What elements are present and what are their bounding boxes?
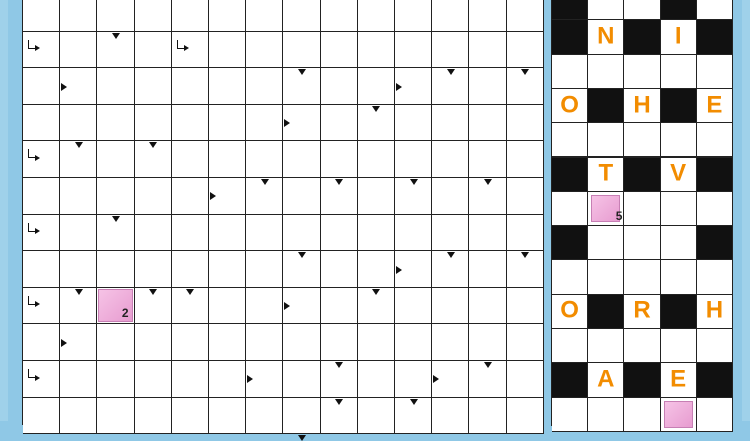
solution-cell[interactable]: [624, 398, 660, 432]
answer-cell[interactable]: [60, 398, 97, 435]
solution-cell[interactable]: [552, 55, 588, 89]
clue-cell: [23, 398, 60, 435]
clue-cell: [209, 32, 246, 69]
answer-cell[interactable]: [135, 361, 172, 398]
solution-cell[interactable]: [697, 123, 733, 157]
answer-cell[interactable]: [283, 141, 320, 178]
answer-cell[interactable]: [507, 141, 544, 178]
solution-cell[interactable]: [624, 226, 660, 260]
answer-cell[interactable]: [432, 178, 469, 215]
answer-cell[interactable]: [97, 398, 134, 435]
arrow-right-icon: [396, 266, 402, 274]
answer-cell[interactable]: [23, 32, 60, 69]
answer-cell[interactable]: [246, 251, 283, 288]
answer-cell[interactable]: [172, 361, 209, 398]
answer-cell[interactable]: [209, 215, 246, 252]
answer-cell[interactable]: [321, 251, 358, 288]
solution-cell[interactable]: [552, 398, 588, 432]
solution-cell[interactable]: [661, 192, 697, 226]
answer-cell[interactable]: [469, 398, 506, 435]
answer-cell[interactable]: [358, 324, 395, 361]
black-square: [552, 226, 588, 260]
bent-arrow-icon: [28, 296, 35, 305]
clue-cell: [395, 324, 432, 361]
answer-cell[interactable]: [60, 178, 97, 215]
solution-cell[interactable]: [661, 226, 697, 260]
black-square: [588, 295, 624, 329]
solution-cell[interactable]: [697, 329, 733, 363]
clue-cell: [23, 68, 60, 105]
solution-letter: N: [597, 22, 615, 50]
answer-cell[interactable]: [246, 398, 283, 435]
clue-cell: [172, 251, 209, 288]
solution-grid: [551, 0, 733, 426]
answer-cell[interactable]: [321, 68, 358, 105]
solution-cell[interactable]: [697, 260, 733, 294]
answer-cell[interactable]: [60, 0, 97, 32]
answer-cell[interactable]: [469, 68, 506, 105]
arrow-down-icon: [75, 289, 83, 295]
arrow-down-icon: [335, 179, 343, 185]
solution-letter: R: [633, 296, 651, 324]
clue-cell: [283, 398, 320, 435]
black-square: [588, 89, 624, 123]
bent-arrow-icon: [28, 149, 35, 158]
bent-arrow-icon: [28, 223, 35, 232]
black-square: [697, 158, 733, 192]
clue-cell: [23, 178, 60, 215]
answer-cell[interactable]: [507, 0, 544, 32]
answer-cell[interactable]: [321, 0, 358, 32]
clue-cell: [172, 0, 209, 32]
arrow-right-icon: [284, 302, 290, 310]
solution-key-number: 2: [121, 306, 129, 321]
answer-cell[interactable]: [135, 324, 172, 361]
solution-cell[interactable]: [697, 89, 733, 123]
answer-cell[interactable]: [321, 288, 358, 325]
bent-arrow-icon: [28, 369, 35, 378]
answer-cell[interactable]: [395, 0, 432, 32]
solution-cell[interactable]: [697, 192, 733, 226]
bent-arrow-icon: [177, 40, 184, 49]
arrow-down-icon: [521, 252, 529, 258]
clue-cell: [358, 32, 395, 69]
bent-arrow-head-icon: [184, 45, 189, 51]
arrow-down-icon: [410, 179, 418, 185]
black-square: [624, 20, 660, 54]
answer-cell[interactable]: [97, 141, 134, 178]
answer-cell[interactable]: [60, 215, 97, 252]
answer-cell[interactable]: [135, 0, 172, 32]
clue-cell: [60, 105, 97, 142]
answer-cell[interactable]: [135, 215, 172, 252]
answer-cell[interactable]: [135, 178, 172, 215]
clue-cell: [246, 324, 283, 361]
bent-arrow-head-icon: [35, 228, 40, 234]
answer-cell[interactable]: [358, 178, 395, 215]
clue-cell: [23, 105, 60, 142]
arrow-down-icon: [298, 252, 306, 258]
clue-cell: [246, 288, 283, 325]
black-square: [697, 363, 733, 397]
answer-cell[interactable]: [172, 141, 209, 178]
clue-cell: [135, 251, 172, 288]
arrow-down-icon: [112, 33, 120, 39]
answer-cell[interactable]: [135, 398, 172, 435]
solution-cell[interactable]: [697, 295, 733, 329]
solution-cell[interactable]: [588, 226, 624, 260]
solution-cell[interactable]: [588, 20, 624, 54]
arrow-right-icon: [210, 192, 216, 200]
solution-cell[interactable]: [624, 0, 660, 20]
clue-cell: [283, 32, 320, 69]
black-square: [624, 158, 660, 192]
answer-cell[interactable]: [321, 215, 358, 252]
clue-cell: [23, 251, 60, 288]
answer-cell[interactable]: [469, 105, 506, 142]
answer-cell[interactable]: [507, 324, 544, 361]
answer-cell[interactable]: [135, 68, 172, 105]
solution-cell[interactable]: [552, 192, 588, 226]
arrow-right-icon: [433, 375, 439, 383]
clue-cell: [432, 215, 469, 252]
solution-letter: E: [670, 365, 687, 393]
solution-cell[interactable]: [552, 260, 588, 294]
answer-cell[interactable]: [97, 324, 134, 361]
clue-cell: [358, 68, 395, 105]
solution-cell[interactable]: [624, 123, 660, 157]
solution-cell[interactable]: [661, 329, 697, 363]
arrow-down-icon: [447, 252, 455, 258]
answer-cell[interactable]: [172, 398, 209, 435]
bent-arrow-icon: [28, 40, 35, 49]
arrow-down-icon: [521, 69, 529, 75]
solution-cell[interactable]: [552, 329, 588, 363]
arrow-down-icon: [410, 399, 418, 405]
solution-cell[interactable]: [624, 192, 660, 226]
arrow-down-icon: [298, 435, 306, 441]
answer-cell[interactable]: [507, 361, 544, 398]
answer-cell[interactable]: [97, 68, 134, 105]
solution-cell[interactable]: [588, 158, 624, 192]
arrow-right-icon: [61, 83, 67, 91]
answer-cell[interactable]: [23, 288, 60, 325]
answer-cell[interactable]: [246, 215, 283, 252]
arrow-right-icon: [284, 119, 290, 127]
answer-cell[interactable]: [209, 324, 246, 361]
bent-arrow-head-icon: [35, 375, 40, 381]
solution-cell[interactable]: [588, 55, 624, 89]
solution-letter: V: [670, 159, 687, 187]
black-square: [661, 295, 697, 329]
solution-cell[interactable]: [624, 89, 660, 123]
solution-letter: E: [706, 90, 723, 118]
answer-cell[interactable]: [172, 215, 209, 252]
arrow-down-icon: [484, 179, 492, 185]
answer-cell[interactable]: [395, 32, 432, 69]
right-margin-pattern: [742, 0, 750, 421]
answer-cell[interactable]: [507, 178, 544, 215]
answer-cell[interactable]: [209, 251, 246, 288]
answer-cell[interactable]: [172, 32, 209, 69]
answer-cell[interactable]: [283, 178, 320, 215]
answer-cell[interactable]: [358, 0, 395, 32]
black-square: [697, 226, 733, 260]
solution-key-cell[interactable]: [591, 195, 623, 224]
answer-cell[interactable]: [507, 398, 544, 435]
arrow-right-icon: [61, 339, 67, 347]
clue-cell: [283, 215, 320, 252]
solution-letter: I: [674, 22, 682, 50]
answer-cell[interactable]: [432, 0, 469, 32]
solution-cell[interactable]: [697, 398, 733, 432]
answer-cell[interactable]: [172, 68, 209, 105]
answer-cell[interactable]: [321, 32, 358, 69]
bent-arrow-head-icon: [35, 301, 40, 307]
black-square: [661, 89, 697, 123]
black-square: [624, 363, 660, 397]
arrow-down-icon: [112, 216, 120, 222]
clue-cell: [23, 0, 60, 32]
solution-cell[interactable]: [588, 329, 624, 363]
answer-cell[interactable]: [246, 32, 283, 69]
clue-cell: [209, 361, 246, 398]
answer-cell[interactable]: [23, 141, 60, 178]
black-square: [661, 0, 697, 20]
clue-cell: [23, 324, 60, 361]
solution-key-cell[interactable]: [98, 289, 132, 323]
solution-cell[interactable]: [697, 0, 733, 20]
arrow-down-icon: [75, 142, 83, 148]
solution-cell[interactable]: [624, 329, 660, 363]
answer-cell[interactable]: [469, 251, 506, 288]
clue-cell: [507, 32, 544, 69]
bent-arrow-head-icon: [35, 45, 40, 51]
answer-cell[interactable]: [97, 251, 134, 288]
clue-cell: [395, 141, 432, 178]
black-square: [552, 20, 588, 54]
arrow-down-icon: [335, 362, 343, 368]
solution-letter: T: [598, 159, 614, 187]
solution-letter: H: [705, 296, 724, 324]
solution-cell[interactable]: [661, 20, 697, 54]
bent-arrow-head-icon: [35, 155, 40, 161]
solution-cell[interactable]: [661, 123, 697, 157]
solution-letter: O: [560, 90, 579, 118]
answer-cell[interactable]: [395, 105, 432, 142]
answer-cell[interactable]: [209, 68, 246, 105]
answer-cell[interactable]: [209, 398, 246, 435]
answer-cell[interactable]: [432, 141, 469, 178]
clue-cell: [469, 141, 506, 178]
answer-cell[interactable]: [97, 361, 134, 398]
answer-cell[interactable]: [507, 105, 544, 142]
answer-cell[interactable]: [60, 32, 97, 69]
answer-cell[interactable]: [358, 398, 395, 435]
clue-cell: [321, 324, 358, 361]
answer-cell[interactable]: [97, 105, 134, 142]
clue-cell: [507, 215, 544, 252]
arrow-down-icon: [261, 179, 269, 185]
clue-cell: [358, 251, 395, 288]
solution-cell[interactable]: [588, 398, 624, 432]
answer-cell[interactable]: [395, 215, 432, 252]
solution-cell[interactable]: [552, 123, 588, 157]
arrow-down-icon: [484, 362, 492, 368]
arrow-down-icon: [149, 142, 157, 148]
answer-cell[interactable]: [283, 361, 320, 398]
answer-cell[interactable]: [246, 68, 283, 105]
arrow-word-grid: [22, 0, 544, 425]
solution-cell[interactable]: [624, 295, 660, 329]
clue-cell: [358, 215, 395, 252]
answer-cell[interactable]: [507, 288, 544, 325]
solution-letter: O: [560, 296, 579, 324]
left-margin-pattern: [0, 0, 8, 421]
solution-cell[interactable]: [661, 363, 697, 397]
solution-cell[interactable]: [552, 295, 588, 329]
arrow-right-icon: [396, 83, 402, 91]
answer-cell[interactable]: [209, 288, 246, 325]
answer-cell[interactable]: [358, 361, 395, 398]
clue-cell: [97, 0, 134, 32]
answer-cell[interactable]: [246, 0, 283, 32]
clue-cell: [60, 251, 97, 288]
arrow-down-icon: [186, 289, 194, 295]
solution-cell[interactable]: [588, 260, 624, 294]
solution-key-cell[interactable]: [664, 401, 693, 428]
solution-cell[interactable]: [697, 55, 733, 89]
solution-cell[interactable]: [661, 55, 697, 89]
answer-cell[interactable]: [432, 324, 469, 361]
answer-cell[interactable]: [172, 105, 209, 142]
answer-cell[interactable]: [209, 141, 246, 178]
answer-cell[interactable]: [209, 0, 246, 32]
solution-cell[interactable]: [588, 0, 624, 20]
clue-cell: [246, 105, 283, 142]
clue-cell: [97, 178, 134, 215]
solution-cell[interactable]: [624, 55, 660, 89]
answer-cell[interactable]: [358, 141, 395, 178]
answer-cell[interactable]: [23, 361, 60, 398]
solution-cell[interactable]: [552, 89, 588, 123]
arrow-down-icon: [372, 289, 380, 295]
clue-cell: [209, 105, 246, 142]
black-square: [552, 158, 588, 192]
solution-cell[interactable]: [624, 260, 660, 294]
solution-cell[interactable]: [661, 260, 697, 294]
answer-cell[interactable]: [432, 288, 469, 325]
clue-cell: [135, 105, 172, 142]
black-square: [697, 20, 733, 54]
arrow-down-icon: [298, 69, 306, 75]
answer-cell[interactable]: [172, 324, 209, 361]
black-square: [552, 363, 588, 397]
answer-cell[interactable]: [469, 32, 506, 69]
solution-letter: H: [633, 90, 651, 118]
clue-cell: [321, 141, 358, 178]
solution-letter: A: [597, 365, 615, 393]
answer-cell[interactable]: [321, 105, 358, 142]
clue-cell: [246, 141, 283, 178]
clue-cell: [395, 361, 432, 398]
arrow-down-icon: [372, 106, 380, 112]
arrow-down-icon: [335, 399, 343, 405]
arrow-down-icon: [447, 69, 455, 75]
answer-cell[interactable]: [395, 288, 432, 325]
black-square: [552, 0, 588, 20]
answer-cell[interactable]: [469, 0, 506, 32]
answer-cell[interactable]: [135, 32, 172, 69]
solution-key-number: 5: [615, 209, 623, 224]
answer-cell[interactable]: [283, 0, 320, 32]
solution-cell[interactable]: [588, 363, 624, 397]
answer-cell[interactable]: [283, 324, 320, 361]
answer-cell[interactable]: [60, 361, 97, 398]
clue-cell: [172, 178, 209, 215]
solution-cell[interactable]: [588, 123, 624, 157]
answer-cell[interactable]: [432, 398, 469, 435]
arrow-right-icon: [247, 375, 253, 383]
answer-cell[interactable]: [469, 288, 506, 325]
clue-cell: [432, 32, 469, 69]
answer-cell[interactable]: [432, 105, 469, 142]
solution-cell[interactable]: [661, 158, 697, 192]
answer-cell[interactable]: [469, 215, 506, 252]
arrow-down-icon: [149, 289, 157, 295]
clue-cell: [469, 324, 506, 361]
answer-cell[interactable]: [23, 215, 60, 252]
